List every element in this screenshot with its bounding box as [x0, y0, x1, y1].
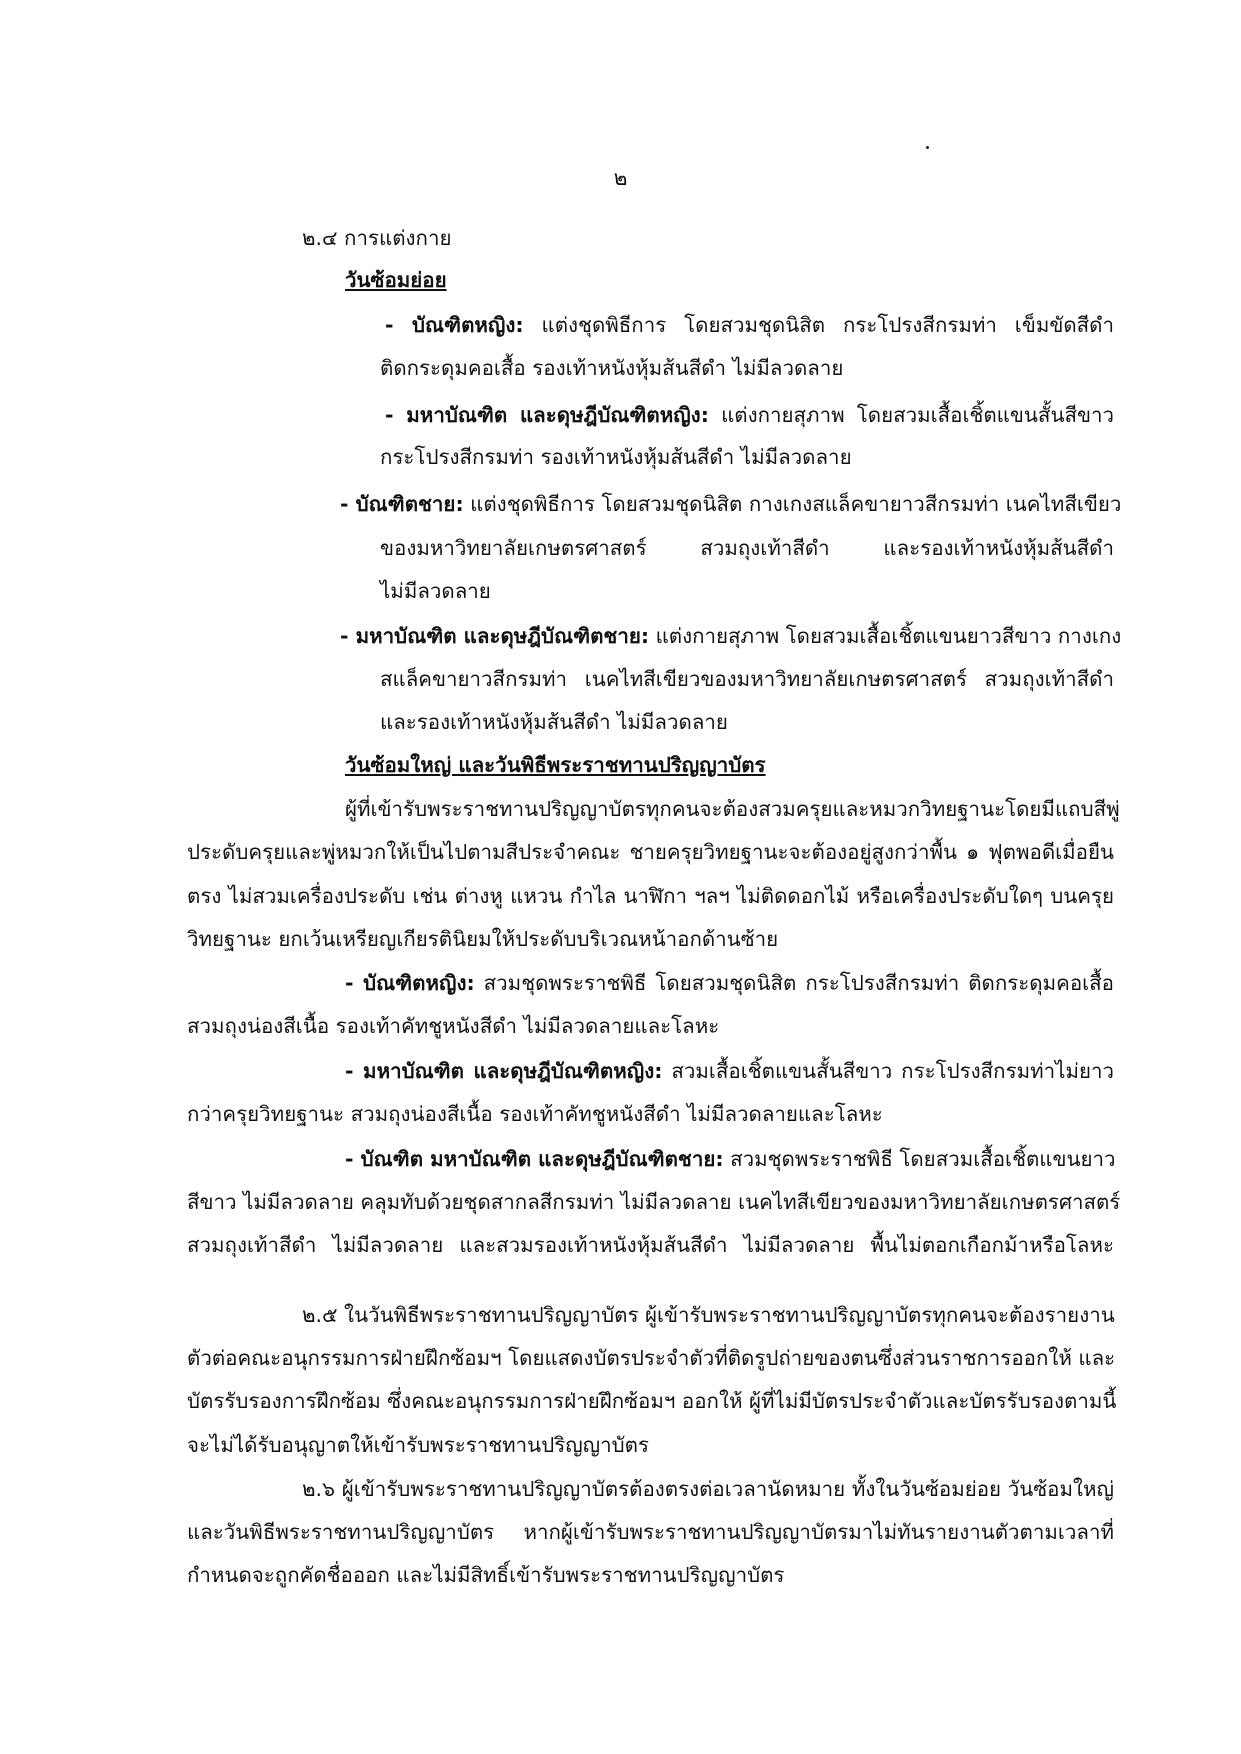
item-text: แต่งกายสุภาพ โดยสวมเสื้อเชิ้ตแขนยาวสีขาว กางเกง	[649, 624, 1122, 648]
item-text: แต่งกายสุภาพ โดยสวมเสื้อเชิ้ตแขนสั้นสีขาว	[708, 403, 1114, 427]
paragraph-line: ๒.๖ ผู้เข้ารับพระราชทานปริญญาบัตรต้องตรงต่อเวลานัดหมาย ทั้งในวันซ้อมย่อย วันซ้อมใหญ่	[302, 1477, 1114, 1501]
paragraph-line	[340, 489, 1122, 519]
item-text: แต่งชุดพิธีการ โดยสวมชุดนิสิต กระโปรงสีกรมท่า เข็มขัดสีดำ	[523, 313, 1115, 337]
paragraph-line: กว่าครุยวิทยฐานะ สวมถุงน่องสีเนื้อ รองเท้าคัทชูหนังสีดำ ไม่มีลวดลายและโลหะ	[187, 1102, 883, 1126]
paragraph-line	[345, 1056, 1114, 1086]
paragraph-line: ไม่มีลวดลาย	[380, 579, 491, 603]
item-label: - บัณฑิตชาย:	[340, 492, 464, 516]
paragraph-line: ตรง ไม่สวมเครื่องประดับ เช่น ต่างหู แหวน กำไล นาฬิกา ฯลฯ ไม่ติดดอกไม้ หรือเครื่องประดับใดๆ บนครุย	[187, 884, 1114, 908]
scan-speck	[926, 146, 929, 149]
paragraph-line: กระโปรงสีกรมท่า รองเท้าหนังหุ้มส้นสีดำ ไม่มีลวดลาย	[380, 445, 852, 469]
paragraph-line: ผู้ที่เข้ารับพระราชทานปริญญาบัตรทุกคนจะต้องสวมครุยและหมวกวิทยฐานะโดยมีแถบสีพู่	[345, 797, 1120, 821]
paragraph-line: จะไม่ได้รับอนุญาตให้เข้ารับพระราชทานปริญญาบัตร	[187, 1433, 650, 1457]
subheading-rehearsal-big: วันซ้อมใหญ่ และวันพิธีพระราชทานปริญญาบัตร	[345, 753, 766, 777]
paragraph-line: ของมหาวิทยาลัยเกษตรศาสตร์ สวมถุงเท้าสีดำ และรองเท้าหนังหุ้มส้นสีดำ	[380, 536, 1114, 560]
subheading-rehearsal-small: วันซ้อมย่อย	[345, 268, 447, 292]
item-label: - มหาบัณฑิต และดุษฎีบัณฑิตหญิง:	[345, 1059, 663, 1083]
item-label: - บัณฑิตหญิง:	[385, 313, 524, 337]
paragraph-line: วิทยฐานะ ยกเว้นเหรียญเกียรตินิยมให้ประดับบริเวณหน้าอกด้านซ้าย	[187, 927, 779, 951]
paragraph-line: สีขาว ไม่มีลวดลาย คลุมทับด้วยชุดสากลสีกรมท่า ไม่มีลวดลาย เนคไทสีเขียวของมหาวิทยาลัยเกษตรศาสตร์	[187, 1190, 1121, 1214]
paragraph-line	[340, 621, 1122, 651]
item-text: แต่งชุดพิธีการ โดยสวมชุดนิสิต กางเกงสแล็คขายาวสีกรมท่า เนคไทสีเขียว	[463, 492, 1122, 516]
paragraph-line	[345, 968, 1114, 998]
item-label: - บัณฑิตหญิง:	[345, 971, 475, 995]
page-number: ๒	[613, 166, 628, 190]
item-text: สวมชุดพระราชพิธี โดยสวมเสื้อเชิ้ตแขนยาว	[723, 1147, 1116, 1171]
item-text: สวมเสื้อเชิ้ตแขนสั้นสีขาว กระโปรงสีกรมท่าไม่ยาว	[662, 1059, 1114, 1083]
item-text: สวมชุดพระราชพิธี โดยสวมชุดนิสิต กระโปรงสีกรมท่า ติดกระดุมคอเสื้อ	[474, 971, 1114, 995]
paragraph-line: และรองเท้าหนังหุ้มส้นสีดำ ไม่มีลวดลาย	[380, 710, 728, 734]
section-heading-2-4: ๒.๔ การแต่งกาย	[302, 226, 452, 250]
paragraph-line: บัตรรับรองการฝึกซ้อม ซึ่งคณะอนุกรรมการฝ่ายฝึกซ้อมฯ ออกให้ ผู้ที่ไม่มีบัตรประจำตัวและบัตรรับรองตามนี้	[187, 1389, 1117, 1413]
paragraph-line: กำหนดจะถูกคัดชื่อออก และไม่มีสิทธิ์เข้ารับพระราชทานปริญญาบัตร	[187, 1563, 785, 1587]
paragraph-line: สวมถุงน่องสีเนื้อ รองเท้าคัทชูหนังสีดำ ไม่มีลวดลายและโลหะ	[187, 1014, 720, 1038]
item-label: - มหาบัณฑิต และดุษฎีบัณฑิตชาย:	[340, 624, 650, 648]
paragraph-line: สแล็คขายาวสีกรมท่า เนคไทสีเขียวของมหาวิทยาลัยเกษตรศาสตร์ สวมถุงเท้าสีดำ	[380, 667, 1114, 691]
paragraph-line: ๒.๕ ในวันพิธีพระราชทานปริญญาบัตร ผู้เข้ารับพระราชทานปริญญาบัตรทุกคนจะต้องรายงาน	[302, 1303, 1115, 1327]
paragraph-line	[385, 400, 1114, 430]
paragraph-line	[385, 310, 1114, 340]
item-label: - มหาบัณฑิต และดุษฎีบัณฑิตหญิง:	[385, 403, 709, 427]
paragraph-line: ติดกระดุมคอเสื้อ รองเท้าหนังหุ้มส้นสีดำ ไม่มีลวดลาย	[380, 356, 844, 380]
paragraph-line	[345, 1144, 1114, 1174]
paragraph-line: ตัวต่อคณะอนุกรรมการฝ่ายฝึกซ้อมฯ โดยแสดงบัตรประจำตัวที่ติดรูปถ่ายของตนซึ่งส่วนราชการออกให้ และ	[187, 1346, 1116, 1370]
paragraph-line: และวันพิธีพระราชทานปริญญาบัตร หากผู้เข้ารับพระราชทานปริญญาบัตรมาไม่ทันรายงานตัวตามเวลาที่	[187, 1520, 1114, 1544]
paragraph-line: สวมถุงเท้าสีดำ ไม่มีลวดลาย และสวมรองเท้าหนังหุ้มส้นสีดำ ไม่มีลวดลาย พื้นไม่ตอกเกือกม้าหรือโลหะ	[187, 1233, 1114, 1257]
paragraph-line: ประดับครุยและพู่หมวกให้เป็นไปตามสีประจำคณะ ชายครุยวิทยฐานะจะต้องอยู่สูงกว่าพื้น ๑ ฟุตพอดีเมื่อยืน	[187, 840, 1114, 864]
item-label: - บัณฑิต มหาบัณฑิต และดุษฎีบัณฑิตชาย:	[345, 1147, 724, 1171]
